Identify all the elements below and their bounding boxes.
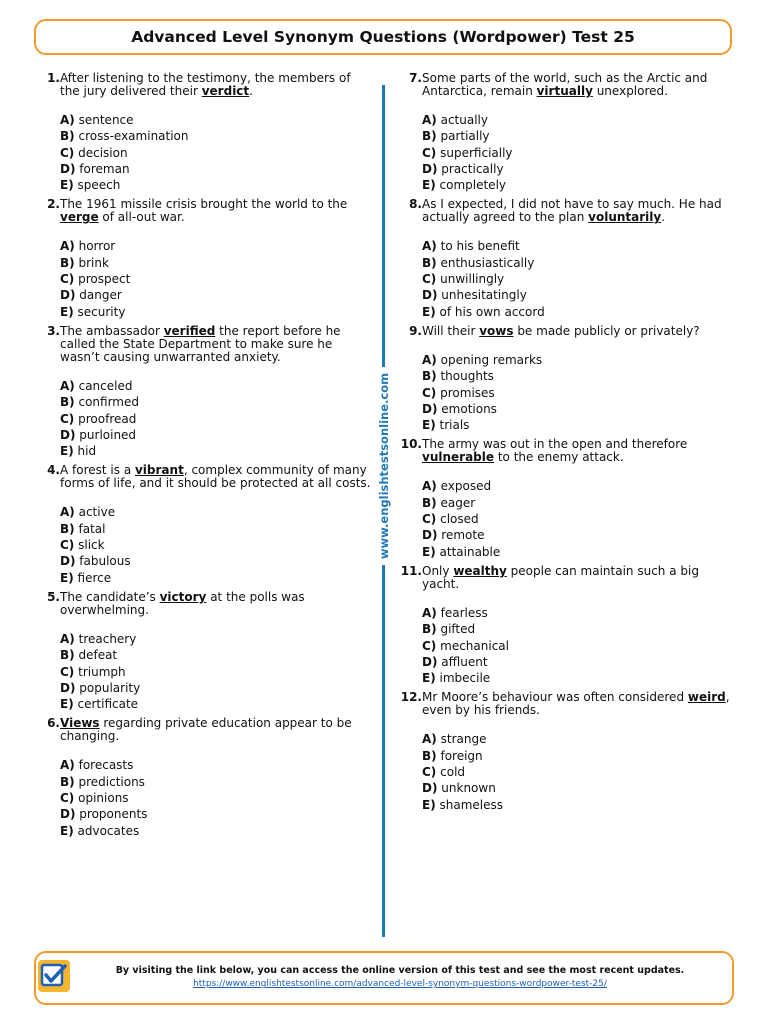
question-text: The candidate’s victory at the polls was overwhelming. (60, 589, 305, 617)
option[interactable]: A) exposed (422, 479, 492, 494)
option[interactable]: E) certificate (60, 697, 139, 712)
option[interactable]: B) brink (60, 255, 109, 270)
footer-text: By visiting the link below, you can access the online version of this test and see the most recent updates. (115, 965, 685, 976)
question-text: Some parts of the world, such as the Arctic and Antarctica, remain virtually unexplored. (422, 71, 708, 98)
footer-link[interactable]: https://www.englishtestsonline.com/advanced-level-synonym-questions-wordpower-test-25/ (193, 979, 607, 989)
option[interactable]: C) decision (60, 145, 128, 160)
right-column (396, 72, 736, 818)
options-list (422, 112, 736, 193)
question-9 (396, 325, 736, 433)
option[interactable]: E) completely (422, 178, 507, 193)
question-10 (396, 438, 736, 559)
option[interactable]: D) affluent (422, 654, 488, 669)
option[interactable]: A) strange (422, 732, 487, 747)
options-list (422, 352, 736, 433)
question-8 (396, 198, 736, 319)
option[interactable]: B) cross-examination (60, 129, 189, 144)
option[interactable]: C) promises (422, 385, 495, 400)
option[interactable]: C) superficially (422, 145, 513, 160)
question-6 (34, 717, 374, 838)
question-number: 8. (409, 197, 422, 212)
options-list (60, 504, 374, 585)
target-word: vulnerable (422, 450, 495, 465)
option[interactable]: C) mechanical (422, 638, 509, 653)
option[interactable]: B) foreign (422, 748, 483, 763)
options-list (422, 605, 736, 686)
option[interactable]: D) practically (422, 161, 504, 176)
option[interactable]: E) advocates (60, 823, 140, 838)
option[interactable]: A) actually (422, 113, 488, 127)
option[interactable]: E) imbecile (422, 671, 491, 686)
option[interactable]: C) slick (60, 538, 105, 553)
option[interactable]: D) emotions (422, 401, 497, 416)
option[interactable]: C) prospect (60, 272, 131, 287)
option[interactable]: A) to his benefit (422, 239, 520, 254)
question-text: After listening to the testimony, the members of the jury delivered their verdict. (60, 71, 351, 98)
target-word: vows (479, 323, 514, 338)
target-word: virtually (536, 84, 593, 98)
options-list (60, 238, 374, 319)
question-number: 7. (409, 71, 422, 85)
question-text: As I expected, I did not have to say much. He had actually agreed to the plan voluntarily. (422, 197, 722, 225)
question-text: Mr Moore’s behaviour was often considered weird, even by his friends. (422, 690, 730, 718)
option[interactable]: D) remote (422, 528, 485, 543)
question-number: 9. (409, 323, 422, 338)
option[interactable]: E) hid (60, 444, 97, 459)
option[interactable]: B) enthusiastically (422, 255, 535, 270)
question-1 (34, 72, 374, 193)
checkmark-logo-icon (38, 960, 70, 992)
option[interactable]: D) danger (60, 288, 122, 303)
question-text: Only wealthy people can maintain such a big yacht. (422, 563, 699, 591)
option[interactable]: E) security (60, 304, 126, 319)
question-number: 6. (47, 716, 60, 731)
option[interactable]: B) partially (422, 129, 490, 144)
question-7 (396, 72, 736, 193)
question-text: Views regarding private education appear to be changing. (60, 716, 352, 744)
option[interactable]: A) treachery (60, 631, 137, 646)
target-word: verge (60, 210, 99, 225)
target-word: verified (163, 323, 216, 338)
option[interactable]: A) sentence (60, 113, 134, 127)
option[interactable]: C) unwillingly (422, 272, 505, 287)
option[interactable]: D) foreman (60, 161, 130, 176)
option[interactable]: B) defeat (60, 648, 118, 663)
option[interactable]: D) unknown (422, 781, 496, 796)
options-list (60, 757, 374, 838)
question-number: 10. (400, 437, 422, 452)
question-number: 5. (47, 589, 60, 604)
target-word: wealthy (453, 563, 507, 578)
option[interactable]: E) shameless (422, 797, 504, 812)
question-12 (396, 691, 736, 812)
question-number: 1. (47, 71, 60, 85)
question-text: Will their vows be made publicly or privately? (422, 323, 700, 338)
option[interactable]: D) unhesitatingly (422, 288, 527, 303)
option[interactable]: D) purloined (60, 427, 137, 442)
option[interactable]: E) attainable (422, 544, 501, 559)
question-number: 3. (47, 323, 60, 338)
question-11 (396, 565, 736, 686)
options-list (60, 631, 374, 712)
options-list (422, 731, 736, 812)
option[interactable]: D) proponents (60, 807, 148, 822)
option[interactable]: C) opinions (60, 791, 129, 806)
question-text: The ambassador verified the report before he called the State Department to make sure he wasn’t causing unwarranted anxiety. (60, 323, 341, 364)
option[interactable]: A) fearless (422, 605, 488, 620)
option[interactable]: C) triumph (60, 664, 126, 679)
option[interactable]: B) confirmed (60, 395, 139, 410)
question-number: 2. (47, 197, 60, 212)
left-column (34, 72, 374, 844)
options-list (422, 478, 736, 559)
option[interactable]: C) closed (422, 512, 479, 527)
options-list (422, 238, 736, 319)
target-word: vibrant (134, 463, 184, 478)
question-5 (34, 591, 374, 712)
target-word: weird (687, 690, 726, 705)
options-list (60, 112, 374, 193)
page-title: Advanced Level Synonym Questions (Wordpower) Test 25 (131, 28, 635, 46)
target-word: voluntarily (588, 210, 662, 225)
option[interactable]: A) horror (60, 239, 116, 254)
title-box (34, 19, 732, 55)
option[interactable]: C) proofread (60, 411, 137, 426)
target-word: victory (159, 589, 207, 604)
option[interactable]: E) fierce (60, 570, 112, 585)
target-word: Views (60, 716, 100, 731)
option[interactable]: B) fatal (60, 521, 106, 536)
target-word: verdict (201, 84, 250, 98)
question-4 (34, 464, 374, 585)
question-text: A forest is a vibrant, complex community of many forms of life, and it should be protected at all costs. (60, 463, 371, 491)
option[interactable]: A) canceled (60, 378, 133, 393)
option[interactable]: E) of his own accord (422, 304, 545, 319)
question-number: 4. (47, 463, 60, 478)
option[interactable]: A) opening remarks (422, 352, 543, 367)
option[interactable]: B) predictions (60, 774, 145, 789)
option[interactable]: A) forecasts (60, 758, 134, 773)
options-list (60, 378, 374, 459)
side-url: www.englishtestsonline.com (377, 367, 391, 565)
question-3 (34, 325, 374, 459)
option[interactable]: E) speech (60, 178, 121, 193)
footer-box (34, 951, 734, 1005)
option[interactable]: D) popularity (60, 680, 141, 695)
option[interactable]: E) trials (422, 418, 470, 433)
option[interactable]: B) gifted (422, 622, 476, 637)
option[interactable]: A) active (60, 505, 116, 520)
option[interactable]: C) cold (422, 765, 466, 780)
question-2 (34, 198, 374, 319)
option[interactable]: D) fabulous (60, 554, 131, 569)
question-text: The army was out in the open and therefore vulnerable to the enemy attack. (422, 437, 688, 465)
question-number: 11. (400, 563, 422, 578)
question-number: 12. (400, 690, 422, 705)
option[interactable]: B) eager (422, 495, 476, 510)
question-text: The 1961 missile crisis brought the world to the verge of all-out war. (60, 197, 348, 225)
option[interactable]: B) thoughts (422, 369, 494, 384)
